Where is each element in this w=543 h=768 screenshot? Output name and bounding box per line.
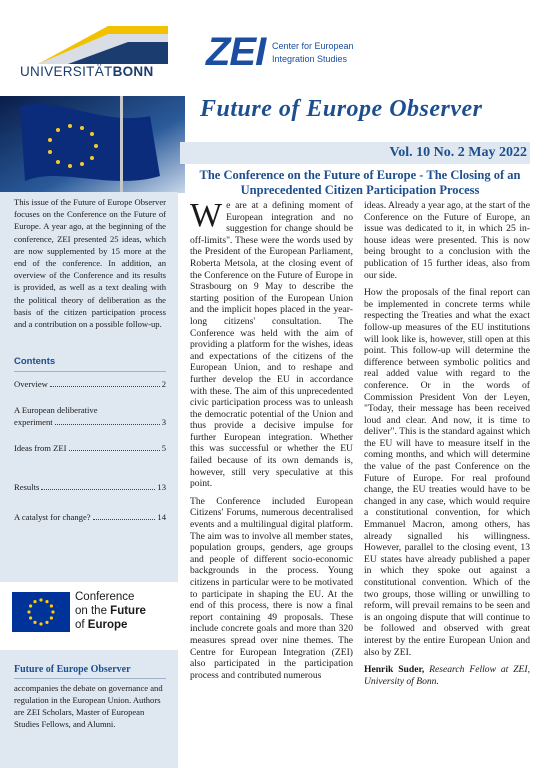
university-name: UNIVERSITÄTBONN: [20, 64, 154, 79]
zei-subtitle: Center for European Integration Studies: [272, 41, 354, 64]
volume-label: Vol. 10 No. 2 May 2022: [389, 145, 527, 160]
observer-description: accompanies the debate on governance and regulation in the European Union. Authors are ZEI Scholars, Master of European Studies Fellows, and Alumni.: [14, 683, 163, 729]
toc-item-overview[interactable]: Overview 2: [14, 379, 166, 389]
toc-item-catalyst-for-change[interactable]: A catalyst for change? 14: [14, 512, 166, 522]
article-paragraph: The Conference included European Citizens' Forums, numerous decentralised events and a multilingual digital platform. The aim was to involve all member states, population groups, genders, age groups and people of different socio-economic backgrounds in the process. Young citizens in particular were to be motivated to participate in shaping the EU. At the end of this process, there is now a final report containing 49 proposals. These include concrete goals and more than 320 measures spread over nine themes. The Centre for European Integration (ZEI) also participated in the participation process and contributed numerous: [190, 495, 353, 681]
university-bonn-logo: [18, 20, 168, 90]
drop-cap: W: [190, 197, 223, 234]
article-paragraph: ideas. Already a year ago, at the start of the Conference on the Future of Europe, an issue was dedicated to it, in which 25 in-house ideas were presented. This is now being brought to a conclusion with the publication of 15 further ideas, also from our side.: [364, 200, 530, 281]
issue-intro: This issue of the Future of Europe Observer focuses on the Conference on the Future of Europe. A year ago, at the beginning of the conference, ZEI presented 25 ideas, which are now supplemented by 15 more at the end of the conference. In addition, an overview of the Conference and its results is provided, as well as a text dealing with the political theory of deliberation as the basis of the citizen participation process and a contribution on a possible follow-up.: [14, 197, 166, 330]
toc-item-ideas-from-zei[interactable]: Ideas from ZEI 5: [14, 443, 166, 453]
article-paragraph: We are at a defining moment of European integration and no suggestion for change should be off-limits". These were the words used by the President of the European Parliament, Roberta Metsola, at the closing event of the Conference on the Future of Europe in Strasbourg on 9 May to describe the starting position of the European Union and the implicit hopes placed in the year-long citizens' consultation. The Conference was held with the aim of providing a platform for the wishes, ideas and expectations of the citizens of the European Union, and to reshape and further develop the EU in accordance with these. The aim of this unprecedented civic participation process was to unleash the democratic potential of the Union and thus provide a decisive impulse for further European integration. Whether this was successful or whether the EU failed because of its own demands is, however, still very speculative at this point.: [190, 197, 353, 490]
contents-heading: Contents: [14, 356, 56, 367]
article-column-2: [364, 200, 530, 687]
article-paragraph: How the proposals of the final report can be implemented in concrete terms while respecting the Treaties and what the exact follow-up measures of the EU institutions will look like is, however, still open at this point. This follow-up will determine the difference between symbolic politics and real added value with regard to the conference. Or in the words of Commission President Von der Leyen, "Today, their message has been received loud and clear. And now, it is time to deliver". This is the standard against which the EU will have to measure itself in the coming months, and which will determine the value of the past Conference on the Future of Europe. For real profound change, the EU treaties would have to be changed in any case, which would require a constitutional convention, for which Emmanuel Macron, among others, has already signalled his willingness. However, parallel to the closing event, 13 EU states have already published a paper in which they spoke out against a constitutional convention. Which of the two groups, those willing or unwilling to reform, will prevail remains to be seen and is an ongoing dispute that will continue to be followed and observed with great interest by the entire European Union and also by ZEI.: [364, 287, 530, 658]
article-column-1: [190, 197, 353, 687]
conference-logo-text: Conference on the Future of Europe: [75, 591, 146, 631]
article-title: The Conference on the Future of Europe - The Closing of an Unprecedented Citizen Participation Process: [199, 168, 521, 197]
author-signature: Henrik Suder, Research Fellow at ZEI, University of Bonn.: [364, 664, 530, 687]
eu-flag-icon: [12, 592, 70, 632]
zei-logo: ZEI: [206, 30, 266, 74]
observer-divider: [14, 678, 166, 679]
toc-item-results[interactable]: Results 13: [14, 482, 166, 492]
contents-divider: [14, 371, 166, 372]
publication-title: Future of Europe Observer: [200, 96, 483, 122]
observer-heading: Future of Europe Observer: [14, 664, 131, 675]
eu-flag-photo: [0, 96, 185, 193]
toc-item-deliberative-experiment[interactable]: A European deliberative experiment 3: [14, 405, 166, 427]
